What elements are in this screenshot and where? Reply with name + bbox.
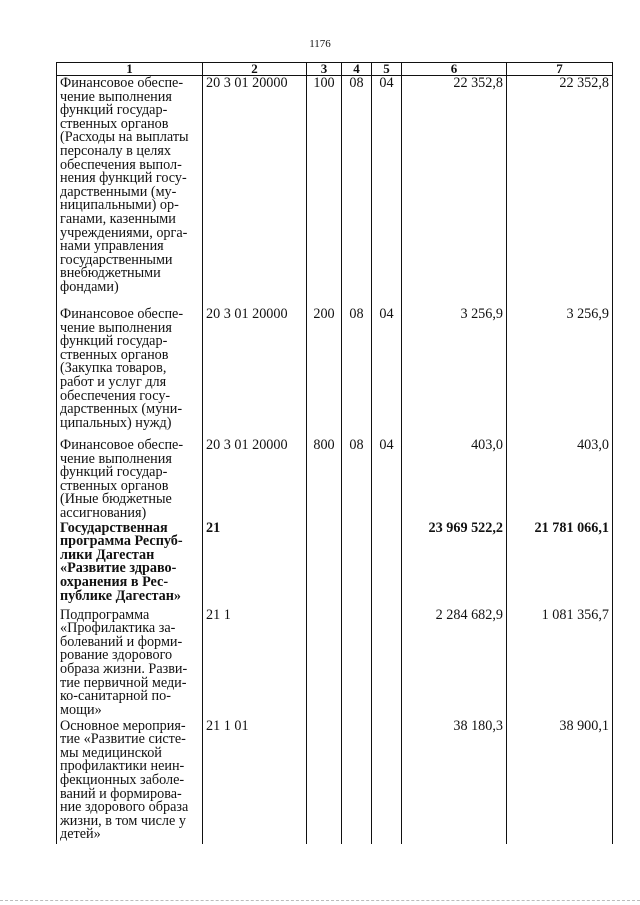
row-expense-type: 800 <box>307 438 342 521</box>
row-code: 20 3 01 20000 <box>203 76 307 308</box>
row-section: 08 <box>342 307 372 438</box>
table-row <box>57 608 613 719</box>
table-row <box>57 719 613 844</box>
table-header-row <box>57 63 613 76</box>
row-subsection: 04 <box>372 438 402 521</box>
row-code: 21 1 <box>203 608 307 719</box>
column-header-4: 4 <box>342 63 372 76</box>
row-amount-2: 21 781 066,1 <box>507 521 613 608</box>
row-subsection <box>372 521 402 608</box>
row-expense-type <box>307 521 342 608</box>
table-row <box>57 438 613 521</box>
row-name: Финансовое обеспе- чение выполнения функций государ- ственных органов (Иные бюджетные ассигнования) <box>57 438 203 521</box>
row-section <box>342 521 372 608</box>
column-header-1: 1 <box>57 63 203 76</box>
row-code: 21 <box>203 521 307 608</box>
row-amount-1: 38 180,3 <box>402 719 507 844</box>
row-subsection <box>372 719 402 844</box>
row-name: Финансовое обеспе- чение выполнения функций государ- ственных органов (Закупка товаров, работ и услуг для обеспечения госу- дарственных (муни- ципальных) нужд) <box>57 307 203 438</box>
row-code: 20 3 01 20000 <box>203 438 307 521</box>
row-section <box>342 719 372 844</box>
row-code: 21 1 01 <box>203 719 307 844</box>
row-amount-1: 23 969 522,2 <box>402 521 507 608</box>
table-row <box>57 307 613 438</box>
row-amount-2: 38 900,1 <box>507 719 613 844</box>
row-section: 08 <box>342 76 372 308</box>
row-code: 20 3 01 20000 <box>203 307 307 438</box>
row-amount-1: 3 256,9 <box>402 307 507 438</box>
column-header-2: 2 <box>203 63 307 76</box>
row-section: 08 <box>342 438 372 521</box>
row-name: Государственная программа Респуб- лики Дагестан «Развитие здраво- охранения в Рес- публике Дагестан» <box>57 521 203 608</box>
row-subsection: 04 <box>372 76 402 308</box>
row-expense-type: 200 <box>307 307 342 438</box>
row-name: Финансовое обеспе- чение выполнения функций государ- ственных органов (Расходы на выплаты персоналу в целях обеспечения выпол- нения функций госу- дарственными (му- ниципальными) ор- ганами, казенными учреждениями, орга- нами управления государственными внебюджетными фондами) <box>57 76 203 308</box>
table-row <box>57 76 613 308</box>
row-name: Основное мероприя- тие «Развитие систе- мы медицинской профилактики неин- фекционных заболе- ваний и формирова- ние здорового образа жизни, в том числе у детей» <box>57 719 203 844</box>
page-number: 1176 <box>309 38 331 50</box>
column-header-5: 5 <box>372 63 402 76</box>
row-subsection <box>372 608 402 719</box>
row-amount-2: 403,0 <box>507 438 613 521</box>
row-expense-type <box>307 608 342 719</box>
row-name: Подпрограмма «Профилактика за- болеваний и форми- рование здорового образа жизни. Разви- тие первичной меди- ко-санитарной по- мощи» <box>57 608 203 719</box>
row-amount-1: 2 284 682,9 <box>402 608 507 719</box>
row-amount-1: 403,0 <box>402 438 507 521</box>
row-expense-type <box>307 719 342 844</box>
table-row-program <box>57 521 613 608</box>
budget-table <box>56 62 613 844</box>
scan-edge-divider <box>0 900 640 901</box>
row-amount-2: 1 081 356,7 <box>507 608 613 719</box>
column-header-7: 7 <box>507 63 613 76</box>
row-expense-type: 100 <box>307 76 342 308</box>
column-header-3: 3 <box>307 63 342 76</box>
row-subsection: 04 <box>372 307 402 438</box>
row-amount-2: 22 352,8 <box>507 76 613 308</box>
row-amount-2: 3 256,9 <box>507 307 613 438</box>
row-section <box>342 608 372 719</box>
row-amount-1: 22 352,8 <box>402 76 507 308</box>
column-header-6: 6 <box>402 63 507 76</box>
